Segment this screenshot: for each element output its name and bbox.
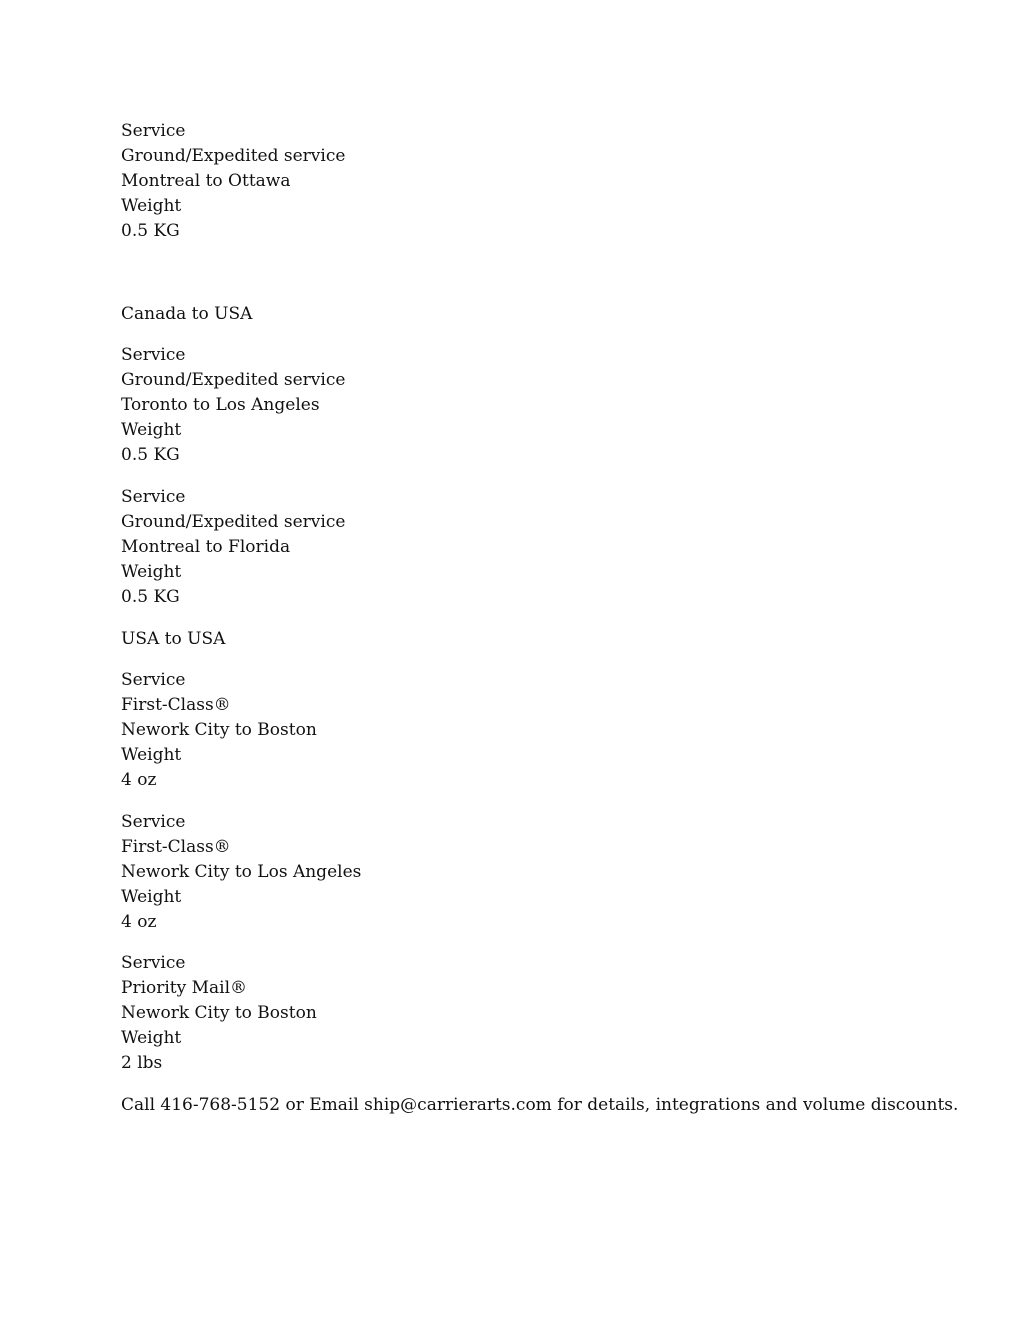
service-name: First-Class® xyxy=(121,695,231,716)
weight-value: 4 oz xyxy=(121,770,157,791)
weight-value: 0.5 KG xyxy=(121,445,180,466)
shipment-block xyxy=(121,485,1001,610)
weight-label: Weight xyxy=(121,561,182,582)
route: Nework City to Boston xyxy=(121,1003,317,1024)
service-label: Service xyxy=(121,345,186,366)
weight-label: Weight xyxy=(121,420,182,441)
shipment-block xyxy=(121,810,1001,935)
service-label: Service xyxy=(121,486,186,507)
weight-label: Weight xyxy=(121,745,182,766)
section-heading-canada-to-usa: Canada to USA xyxy=(121,303,253,324)
route: Nework City to Los Angeles xyxy=(121,861,362,882)
service-name: Priority Mail® xyxy=(121,978,248,999)
service-label: Service xyxy=(121,121,186,141)
contact-footer: Call 416-768-5152 or Email ship@carrierarts.com for details, integrations and volume discounts. xyxy=(121,1095,959,1115)
weight-label: Weight xyxy=(121,195,182,216)
route: Montreal to Ottawa xyxy=(121,170,291,191)
document-page xyxy=(121,119,1001,1118)
shipment-block xyxy=(121,668,1001,793)
route: Toronto to Los Angeles xyxy=(121,395,320,416)
service-label: Service xyxy=(121,670,186,691)
route: Nework City to Boston xyxy=(121,720,317,741)
weight-label: Weight xyxy=(121,886,182,907)
route: Montreal to Florida xyxy=(121,536,291,557)
weight-value: 4 oz xyxy=(121,911,157,932)
weight-value: 0.5 KG xyxy=(121,220,180,241)
shipment-block xyxy=(121,119,1001,244)
weight-value: 2 lbs xyxy=(121,1053,163,1074)
shipment-block xyxy=(121,343,1001,468)
service-label: Service xyxy=(121,953,186,974)
weight-label: Weight xyxy=(121,1028,182,1049)
service-name: Ground/Expedited service xyxy=(121,370,346,391)
weight-value: 0.5 KG xyxy=(121,586,180,607)
shipment-block xyxy=(121,951,1001,1076)
service-name: Ground/Expedited service xyxy=(121,511,346,532)
service-label: Service xyxy=(121,811,186,832)
service-name: Ground/Expedited service xyxy=(121,145,346,166)
service-name: First-Class® xyxy=(121,836,231,857)
section-heading-usa-to-usa: USA to USA xyxy=(121,628,226,649)
